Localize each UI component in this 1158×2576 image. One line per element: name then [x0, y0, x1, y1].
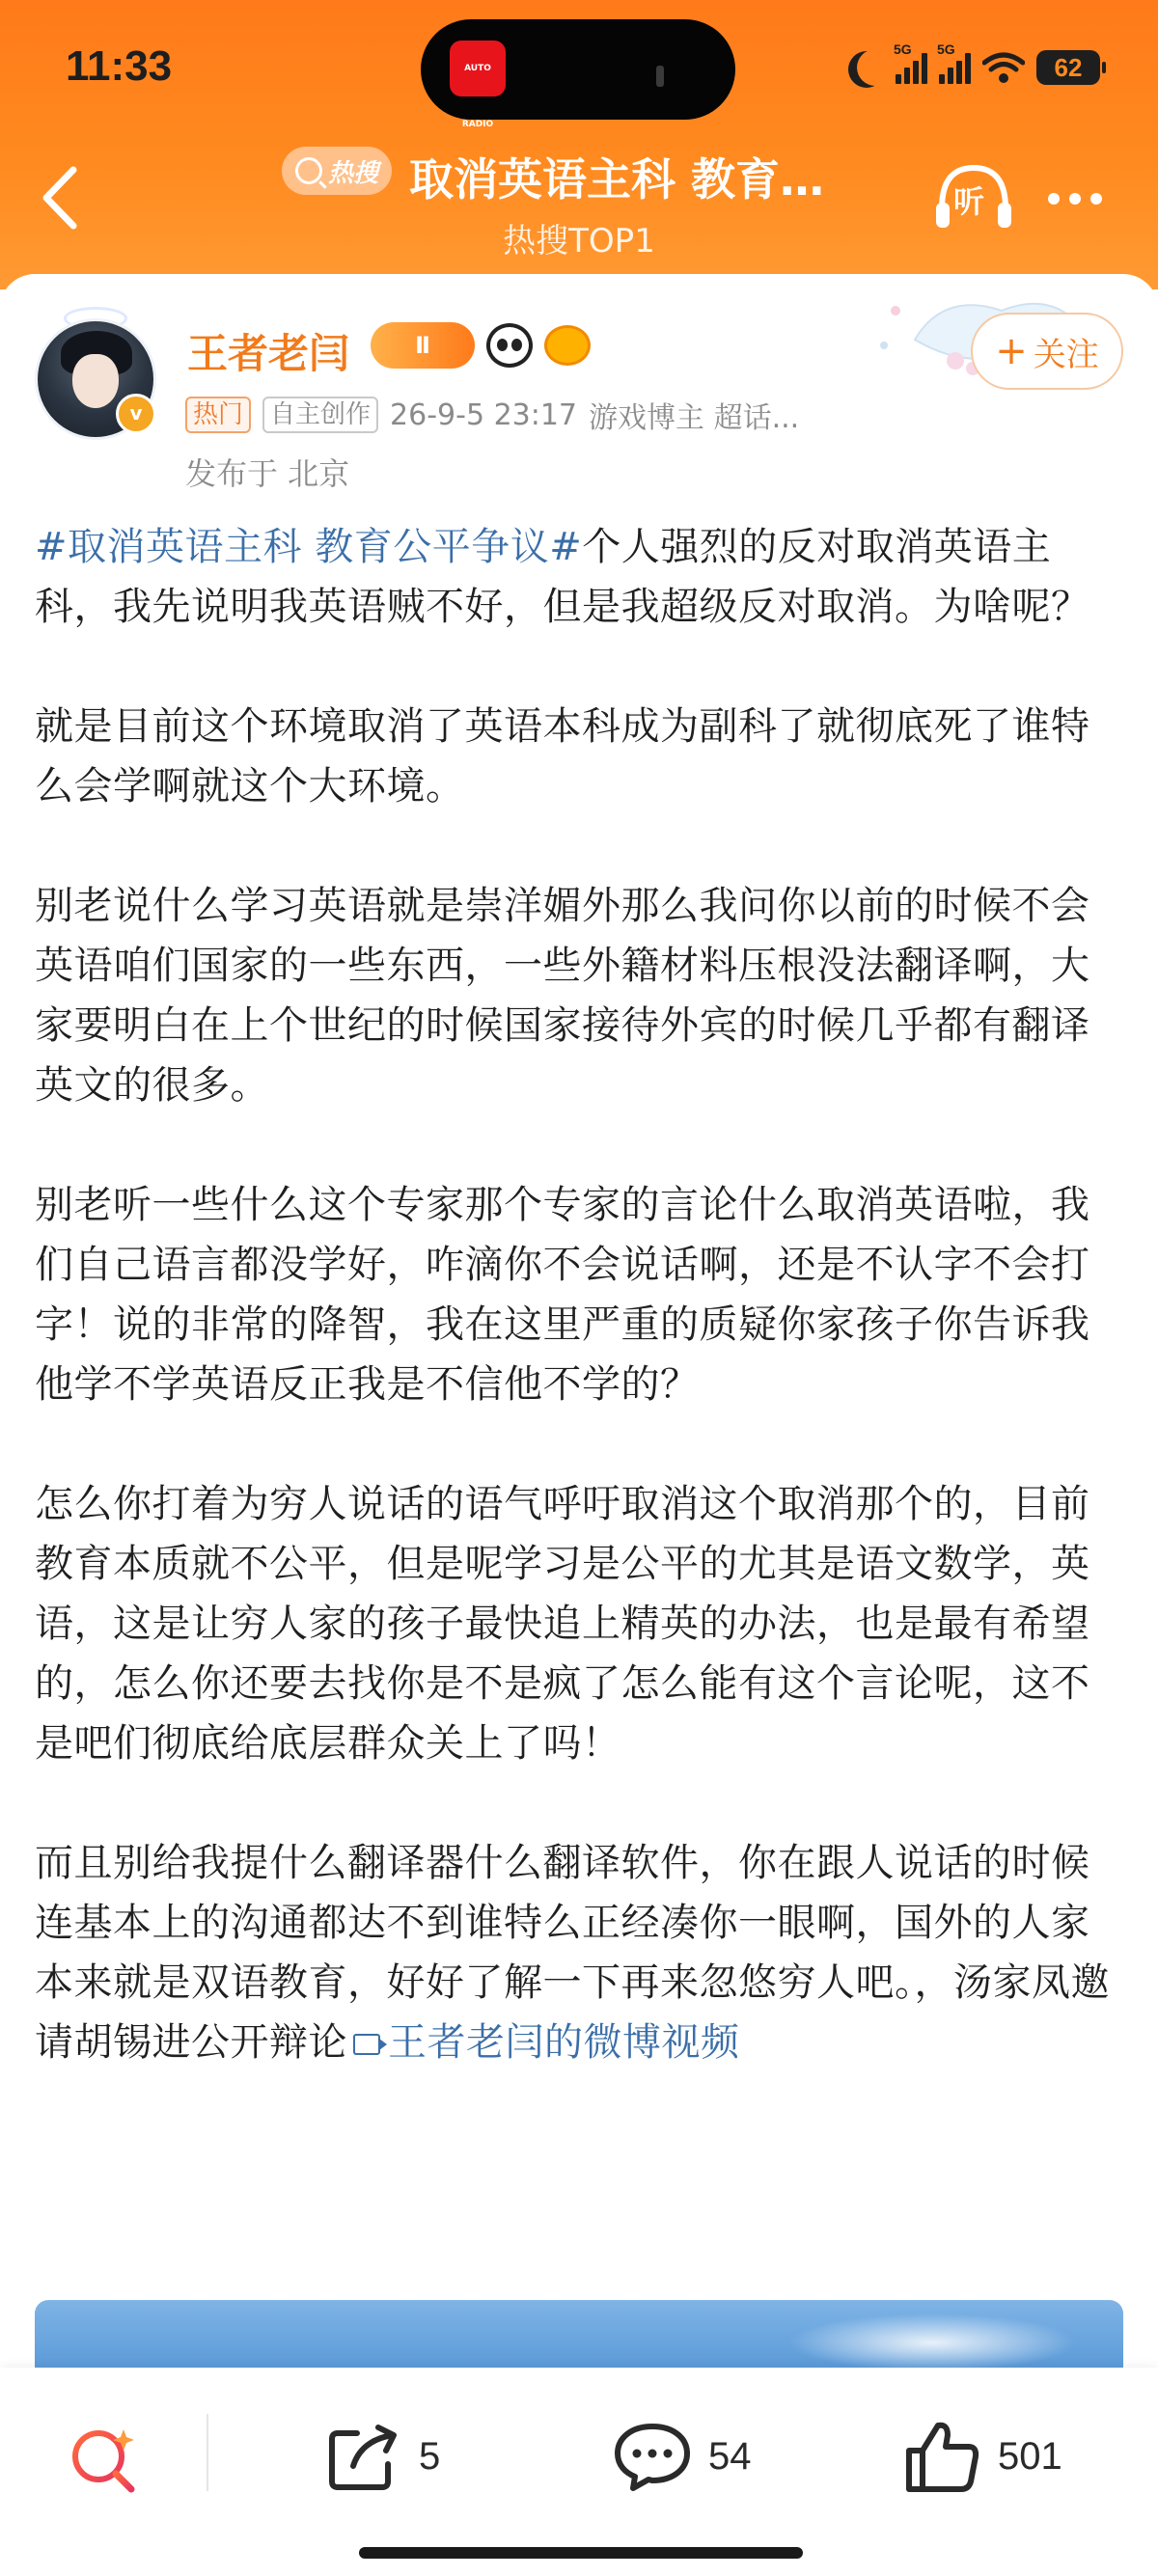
paragraph: 怎么你打着为穷人说话的语气呼吁取消这个取消那个的，目前教育本质就不公平，但是呢学习是公平的尤其是语文数学，英语，这是让穷人家的孩子最快追上精英的办法，也是最有希望的，怎么你还要去找你是不是疯了怎么能有这个言论呢，这不是吧们彻底给底层群众关上了吗！: [35, 1482, 1090, 1766]
video-thumbnail[interactable]: [35, 2300, 1123, 2368]
action-bar: [0, 2368, 1158, 2576]
share-count: 5: [419, 2434, 441, 2478]
video-icon: [353, 2034, 380, 2055]
status-time: 11:33: [66, 42, 173, 90]
search-icon: [295, 157, 322, 184]
wifi-icon: [982, 51, 1025, 84]
follow-label: 关注: [1033, 335, 1099, 374]
network-label-2: 5G: [937, 41, 955, 57]
level-badge[interactable]: Ⅱ: [371, 322, 475, 369]
paragraph-text: 个人强烈的反对取消英语主科，我先说明我英语贼不好，但是我超级反对取消。为啥呢？: [35, 525, 1090, 629]
page-subtitle: 热搜TOP1: [503, 222, 655, 260]
like-button[interactable]: [905, 2418, 1062, 2495]
comment-button[interactable]: [614, 2418, 752, 2495]
network-label-1: 5G: [894, 41, 912, 57]
video-link-label: 王者老闫的微博视频: [388, 2020, 740, 2065]
post-meta: [185, 394, 799, 436]
like-icon: [905, 2420, 980, 2493]
fish-icon[interactable]: [544, 325, 591, 366]
paragraph: 就是目前这个环境取消了英语本科成为副科了就彻底死了谁特么会学啊就这个大环境。: [35, 704, 1090, 808]
user-badges: [371, 322, 591, 369]
paragraph: 别老说什么学习英语就是崇洋媚外那么我问你以前的时候不会英语咱们国家的一些东西，一些外籍材料压根没法翻译啊，大家要明白在上个世纪的时候国家接待外宾的时候几乎都有翻译英文的很多。: [35, 884, 1090, 1108]
radio-app-icon[interactable]: AUTO RADIO: [450, 41, 506, 96]
hashtag-link[interactable]: #取消英语主科 教育公平争议#: [35, 525, 583, 569]
signal-icon-2: [937, 41, 971, 84]
post-source[interactable]: 游戏博主 超话...: [589, 401, 800, 435]
dynamic-island: [421, 19, 735, 129]
tag-hot: 热门: [185, 397, 251, 433]
hot-search-label: 热搜: [327, 158, 378, 188]
paragraph: 别老听一些什么这个专家那个专家的言论什么取消英语啦，我们自己语言都没学好，咋滴你不会说话啊，还是不认字不会打字！说的非常的降智，我在这里严重的质疑你家孩子你告诉我他学不学英语反正我是不信他不学的？: [35, 1183, 1090, 1407]
video-link[interactable]: [347, 2020, 740, 2065]
hot-search-badge[interactable]: [282, 147, 392, 195]
listen-button[interactable]: [932, 162, 1015, 235]
post-body: [35, 517, 1125, 2072]
share-icon: [328, 2422, 401, 2491]
battery-indicator: 62: [1036, 50, 1100, 85]
tag-original: 自主创作: [262, 397, 378, 433]
home-indicator[interactable]: [359, 2547, 803, 2559]
author-name[interactable]: 王者老闫: [187, 330, 350, 377]
more-icon[interactable]: [1048, 193, 1102, 205]
panda-icon[interactable]: [486, 323, 533, 368]
comment-count: 54: [708, 2434, 752, 2478]
signal-icon-1: [894, 41, 927, 84]
paragraph: [35, 517, 1125, 637]
post-datetime: 26-9-5 23:17: [390, 397, 578, 432]
paragraph-text: 而且别给我提什么翻译器什么翻译软件，你在跟人说话的时候连基本上的沟通都达不到谁特么正经凑你一眼啊，国外的人家本来就是双语教育，好好了解一下再来忽悠穷人吧。，汤家凤邀请胡锡进公开辩论: [35, 1841, 1110, 2065]
share-button[interactable]: [328, 2418, 440, 2495]
follow-button[interactable]: [971, 313, 1123, 390]
like-count: 501: [998, 2434, 1062, 2478]
status-icons: [847, 41, 1100, 95]
listen-label: 听: [953, 183, 985, 220]
verified-badge: v: [116, 394, 156, 434]
post-location: 发布于 北京: [185, 455, 350, 492]
divider: [207, 2414, 208, 2491]
search-ai-icon[interactable]: [68, 2422, 141, 2495]
moon-icon: [857, 49, 894, 86]
plus-icon: +: [995, 329, 1028, 373]
camera-dot: [656, 66, 664, 87]
comment-icon: [614, 2421, 691, 2492]
page-title[interactable]: 取消英语主科 教育…: [409, 153, 825, 206]
paragraph: [35, 1833, 1125, 2072]
